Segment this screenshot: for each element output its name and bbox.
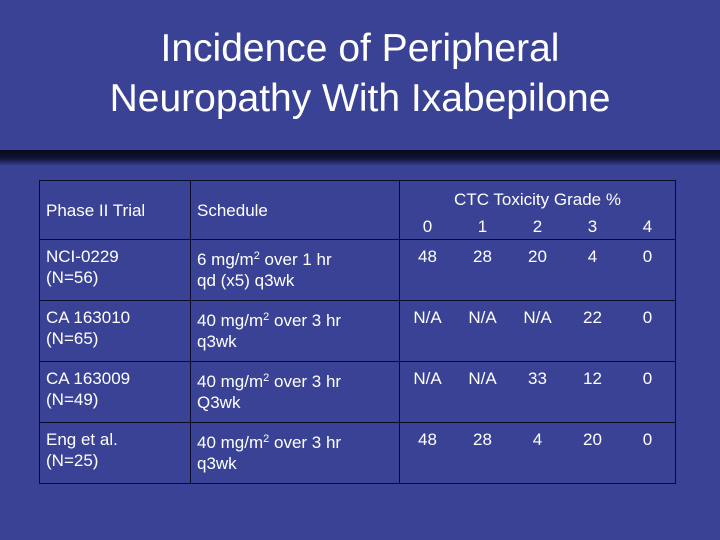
grade-values	[400, 307, 675, 328]
title-line-2: Neuropathy With Ixabepilone	[109, 77, 611, 120]
schedule-line-2: q3wk	[197, 332, 237, 351]
grade-1-value: N/A	[468, 308, 497, 327]
title-line-1: Incidence of Peripheral	[160, 27, 560, 70]
table-row	[40, 362, 676, 423]
grade-0-value: 48	[418, 430, 437, 449]
neuropathy-table	[39, 180, 676, 484]
trial-name: Eng et al.	[46, 430, 118, 449]
schedule-line-1: 6 $mg/m^2$ over 1 hr	[197, 250, 332, 269]
grade-0-value: N/A	[413, 308, 442, 327]
trial-cell	[40, 301, 191, 362]
schedule-line-2: Q3wk	[197, 393, 241, 412]
header-grade-columns	[400, 216, 675, 237]
header-grade-1: 1	[477, 217, 488, 236]
header-grade-0: 0	[422, 217, 433, 236]
header-grade-group	[400, 181, 676, 240]
header-grade-2: 2	[532, 217, 543, 236]
trial-name: NCI-0229	[46, 247, 119, 266]
grade-1-value: 28	[473, 430, 492, 449]
grade-0-value: 48	[418, 247, 437, 266]
trial-name: CA 163009	[46, 369, 131, 388]
grade-values	[400, 246, 675, 267]
header-trial: Phase II Trial	[40, 181, 191, 240]
table-row	[40, 240, 676, 301]
trial-n: (N=49)	[46, 390, 99, 409]
table-row	[40, 301, 676, 362]
schedule-line-1: 40 $mg/m^2$ over 3 hr	[197, 433, 342, 452]
schedule-cell	[191, 301, 400, 362]
grade-4-value: 0	[642, 308, 653, 327]
trial-name: CA 163010	[46, 308, 131, 327]
grade-values-cell	[400, 423, 676, 484]
grade-2-value: 4	[532, 430, 543, 449]
trial-cell	[40, 362, 191, 423]
grade-values-cell	[400, 362, 676, 423]
trial-n: (N=65)	[46, 329, 99, 348]
grade-values-cell	[400, 240, 676, 301]
schedule-cell	[191, 240, 400, 301]
grade-4-value: 0	[642, 430, 653, 449]
grade-2-value: 33	[528, 369, 547, 388]
grade-0-value: N/A	[413, 369, 442, 388]
header-grade-4: 4	[642, 217, 653, 236]
trial-cell	[40, 423, 191, 484]
header-grade-3: 3	[587, 217, 598, 236]
trial-n: (N=25)	[46, 451, 99, 470]
grade-1-value: N/A	[468, 369, 497, 388]
grade-3-value: 22	[583, 308, 602, 327]
schedule-line-1: 40 $mg/m^2$ over 3 hr	[197, 311, 342, 330]
grade-4-value: 0	[642, 369, 653, 388]
grade-2-value: 20	[528, 247, 547, 266]
table-header-row	[40, 181, 676, 240]
header-grade-title: CTC Toxicity Grade %	[454, 190, 621, 209]
grade-values	[400, 368, 675, 389]
grade-3-value: 12	[583, 369, 602, 388]
grade-3-value: 4	[587, 247, 598, 266]
grade-values	[400, 429, 675, 450]
title-divider	[0, 150, 720, 166]
header-schedule: Schedule	[191, 181, 400, 240]
schedule-line-2: q3wk	[197, 454, 237, 473]
grade-3-value: 20	[583, 430, 602, 449]
grade-values-cell	[400, 301, 676, 362]
slide-title	[0, 24, 720, 124]
trial-cell	[40, 240, 191, 301]
schedule-line-1: 40 $mg/m^2$ over 3 hr	[197, 372, 342, 391]
table-row	[40, 423, 676, 484]
trial-n: (N=56)	[46, 268, 99, 287]
schedule-line-2: qd (x5) q3wk	[197, 271, 295, 290]
schedule-cell	[191, 362, 400, 423]
grade-1-value: 28	[473, 247, 492, 266]
schedule-cell	[191, 423, 400, 484]
grade-4-value: 0	[642, 247, 653, 266]
grade-2-value: N/A	[523, 308, 552, 327]
